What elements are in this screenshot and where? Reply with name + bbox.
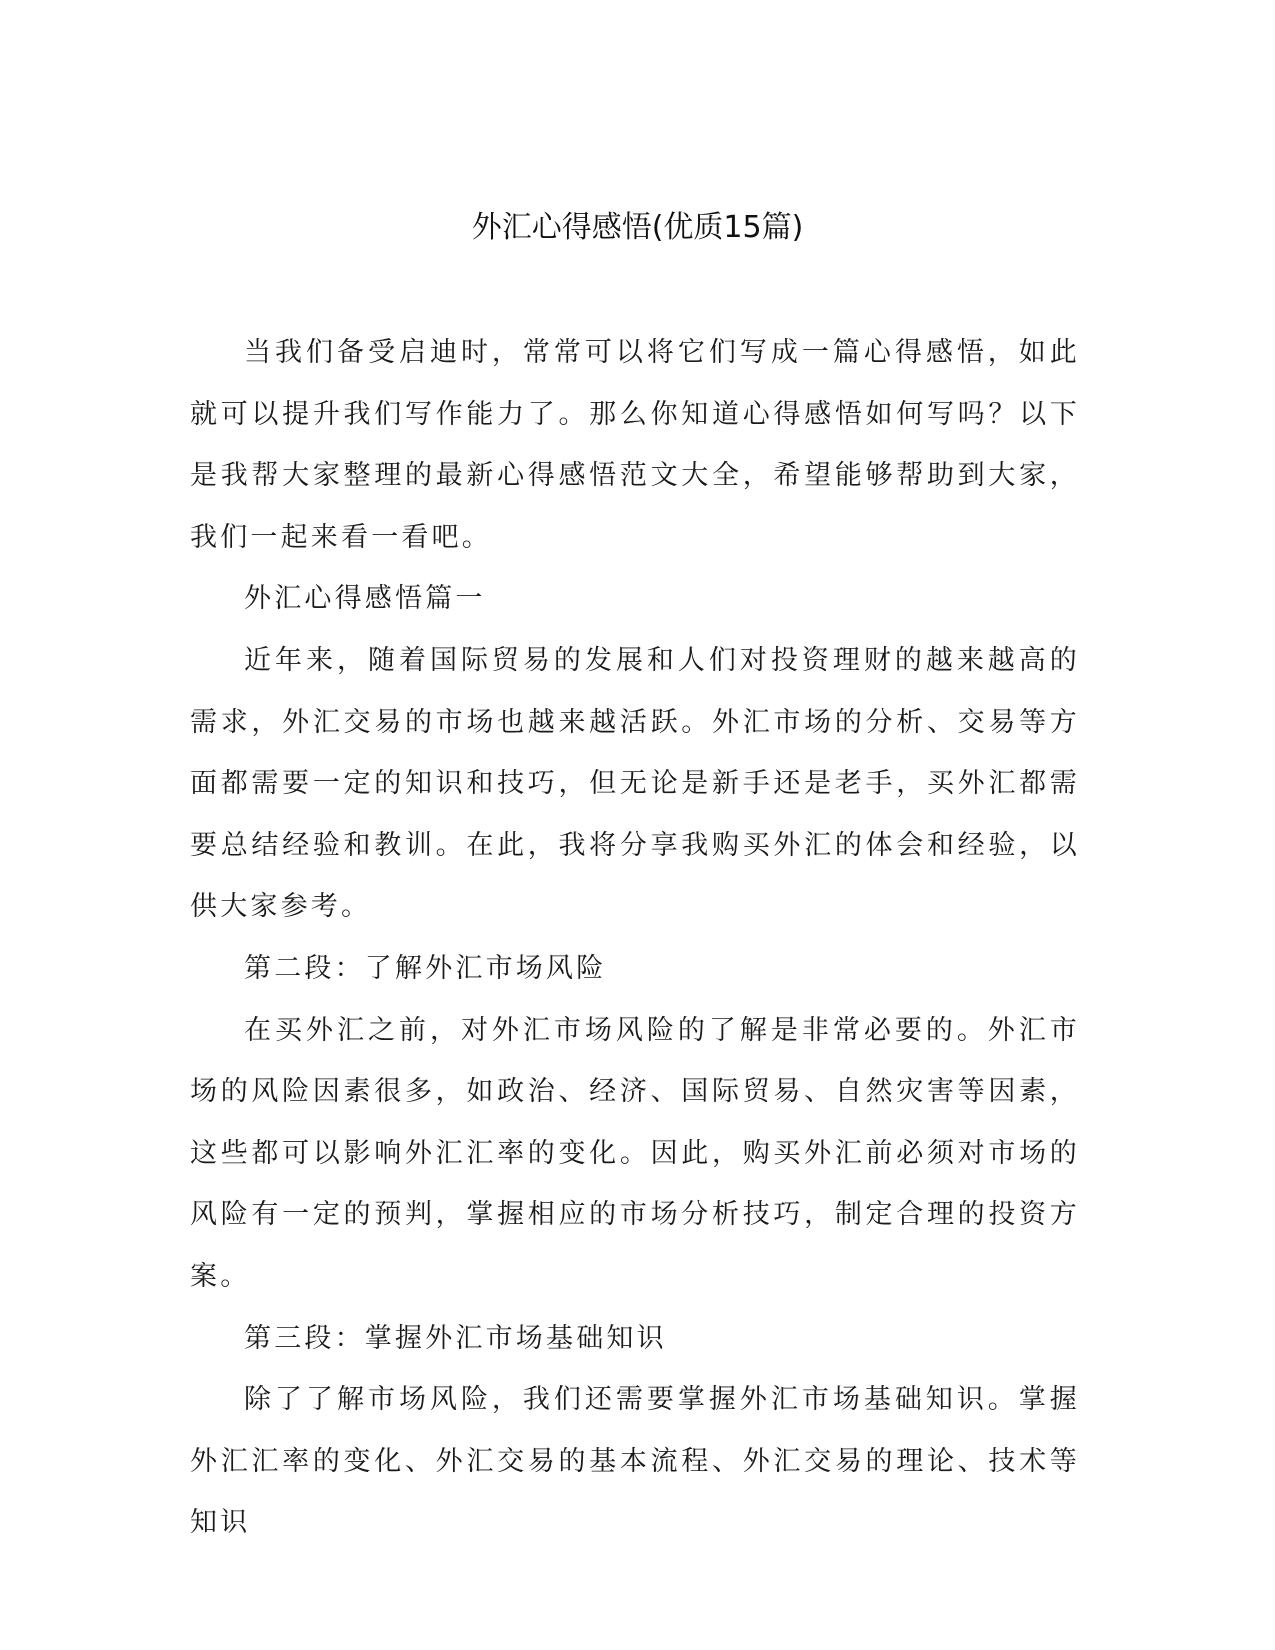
body-paragraph: 除了了解市场风险，我们还需要掌握外汇市场基础知识。掌握外汇汇率的变化、外汇交易的基本流程、外汇交易的理论、技术等知识 — [190, 1384, 1080, 1539]
body-paragraph: 在买外汇之前，对外汇市场风险的了解是非常必要的。外汇市场的风险因素很多，如政治、经济、国际贸易、自然灾害等因素，这些都可以影响外汇汇率的变化。因此，购买外汇前必须对市场的风险有一定的预判，掌握相应的市场分析技巧，制定合理的投资方案。 — [190, 1014, 1080, 1292]
intro-paragraph: 当我们备受启迪时，常常可以将它们写成一篇心得感悟，如此就可以提升我们写作能力了。那么你知道心得感悟如何写吗？以下是我帮大家整理的最新心得感悟范文大全，希望能够帮助到大家，我们一起来看一看吧。 — [190, 337, 1080, 553]
document-body — [190, 322, 1080, 1554]
section-heading: 外汇心得感悟篇一 — [244, 583, 486, 615]
document-title: 外汇心得感悟(优质15篇) — [471, 210, 804, 245]
body-paragraph: 近年来，随着国际贸易的发展和人们对投资理财的越来越高的需求，外汇交易的市场也越来越活跃。外汇市场的分析、交易等方面都需要一定的知识和技巧，但无论是新手还是老手，买外汇都需要总结经验和教训。在此，我将分享我购买外汇的体会和经验，以供大家参考。 — [190, 644, 1080, 923]
section-heading: 第二段：了解外汇市场风险 — [244, 952, 607, 984]
section-heading: 第三段：掌握外汇市场基础知识 — [244, 1322, 667, 1354]
